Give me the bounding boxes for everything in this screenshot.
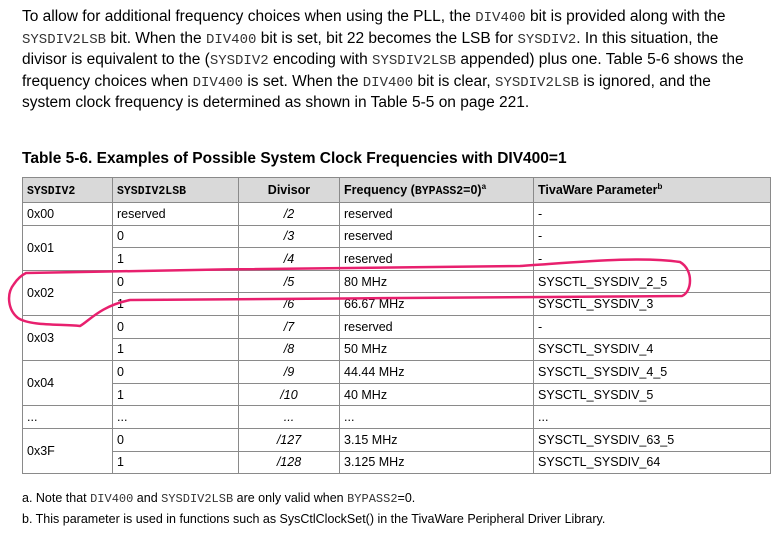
sysdiv2lsb-cell: 0 [113,428,239,451]
header-sysdiv2: SYSDIV2 [23,178,113,203]
table-caption: Table 5-6. Examples of Possible System Clock Frequencies with DIV400=1 [22,150,567,167]
sysdiv2-cell: 0x3F [23,428,113,473]
tivaware-param-cell: SYSCTL_SYSDIV_3 [534,293,771,316]
sysdiv2lsb-cell: 1 [113,248,239,271]
divisor-cell: /3 [239,225,340,248]
text-run: is set. When the [243,72,363,90]
divisor-cell: /4 [239,248,340,271]
divisor-cell: /10 [239,383,340,406]
divisor-cell: /128 [239,451,340,474]
text-run: and [133,491,162,505]
register-name: DIV400 [192,74,244,91]
register-name: SYSDIV2LSB [22,31,107,48]
footnote-b [22,512,605,526]
divisor-cell: /8 [239,338,340,361]
divisor-cell: /6 [239,293,340,316]
table-row [23,225,771,248]
sysdiv2-cell: 0x03 [23,315,113,360]
frequency-cell: reserved [340,248,534,271]
table-header-row [23,178,771,203]
frequency-cell: 44.44 MHz [340,361,534,384]
sysdiv2lsb-cell: 0 [113,361,239,384]
footnote-a [22,491,415,506]
tivaware-param-cell: - [534,203,771,226]
text-run: bit is set, bit 22 becomes the LSB for [256,29,518,47]
register-name: DIV400 [475,10,526,26]
frequency-cell: 66.67 MHz [340,293,534,316]
register-name: BYPASS2 [347,492,398,506]
table-row [23,270,771,293]
frequency-cell: 50 MHz [340,338,534,361]
frequency-table [22,177,771,474]
sysdiv2lsb-cell: 0 [113,270,239,293]
sysdiv2lsb-cell: reserved [113,203,239,226]
frequency-cell: 80 MHz [340,270,534,293]
tivaware-param-cell: SYSCTL_SYSDIV_63_5 [534,428,771,451]
register-name: DIV400 [205,31,257,48]
register-name: SYSDIV2LSB [161,492,234,506]
text-run: b. This parameter is used in functions such as SysCtlClockSet() in the TivaWare Peripheral Driver Library. [22,512,606,526]
register-name: SYSDIV2LSB [495,74,580,91]
tivaware-param-cell: SYSCTL_SYSDIV_4_5 [534,361,771,384]
table-row [23,361,771,384]
register-name: DIV400 [90,492,134,506]
frequency-cell: reserved [340,225,534,248]
footnote-ref-b: b [657,182,663,192]
table-row [23,293,771,316]
divisor-cell: /2 [239,203,340,226]
text-run: bit is clear, [413,72,496,90]
divisor-cell: /9 [239,361,340,384]
sysdiv2lsb-cell: 0 [113,225,239,248]
sysdiv2lsb-cell: 1 [113,293,239,316]
sysdiv2lsb-cell: 1 [113,451,239,474]
table-row [23,406,771,429]
text-run: appended) plus one. Table 5-6 shows the frequency choices when [22,51,744,90]
frequency-cell: reserved [340,315,534,338]
frequency-cell: 40 MHz [340,383,534,406]
register-name: SYSDIV2LSB [372,53,457,69]
register-name: DIV400 [362,74,414,91]
table-row [23,428,771,451]
table-row [23,451,771,474]
divisor-cell: /7 [239,315,340,338]
sysdiv2-cell: 0x01 [23,225,113,270]
frequency-cell: 3.15 MHz [340,428,534,451]
frequency-cell: 3.125 MHz [340,451,534,474]
divisor-cell: ... [239,406,340,429]
register-name: SYSDIV2 [517,31,577,48]
footnote-ref-a: a [481,181,487,191]
sysdiv2lsb-cell: 1 [113,383,239,406]
header-divisor: Divisor [239,178,340,203]
divisor-cell: /5 [239,270,340,293]
text-run: are only valid when [233,491,348,505]
intro-paragraph [22,7,762,114]
tivaware-param-cell: SYSCTL_SYSDIV_2_5 [534,270,771,293]
sysdiv2lsb-cell: 0 [113,315,239,338]
text-run: bit is provided along with the [525,8,726,25]
table-row [23,203,771,226]
text-run: a. Note that [22,491,91,505]
text-run: encoding with [268,51,373,68]
tivaware-param-cell: SYSCTL_SYSDIV_64 [534,451,771,474]
tivaware-param-cell: SYSCTL_SYSDIV_5 [534,383,771,406]
sysdiv2-cell: ... [23,406,113,429]
sysdiv2-cell: 0x04 [23,361,113,406]
register-name: SYSDIV2 [209,53,269,69]
tivaware-param-cell: - [534,225,771,248]
tivaware-param-cell: - [534,248,771,271]
text-run: is ignored, and the system clock frequency is determined as shown in Table 5-5 on page 221. [22,72,711,111]
text-run: To allow for additional frequency choices when using the PLL, the [22,8,476,25]
text-run: bit. When the [106,29,206,47]
frequency-cell: ... [340,406,534,429]
table-row [23,338,771,361]
sysdiv2-cell: 0x02 [23,270,113,315]
sysdiv2-cell: 0x00 [23,203,113,226]
table-row [23,315,771,338]
text-run: =0. [397,491,416,505]
frequency-cell: reserved [340,203,534,226]
tivaware-param-cell: - [534,315,771,338]
tivaware-param-cell: ... [534,406,771,429]
tivaware-param-cell: SYSCTL_SYSDIV_4 [534,338,771,361]
divisor-cell: /127 [239,428,340,451]
table-row [23,248,771,271]
table-row [23,383,771,406]
header-frequency: Frequency (BYPASS2=0)$^a$ [340,178,534,203]
header-tivaware: TivaWare Parameter$^b$ [534,178,771,203]
sysdiv2lsb-cell: ... [113,406,239,429]
header-sysdiv2lsb: SYSDIV2LSB [113,178,239,203]
sysdiv2lsb-cell: 1 [113,338,239,361]
text-run: . In this situation, the divisor is equivalent to the ( [22,29,719,68]
